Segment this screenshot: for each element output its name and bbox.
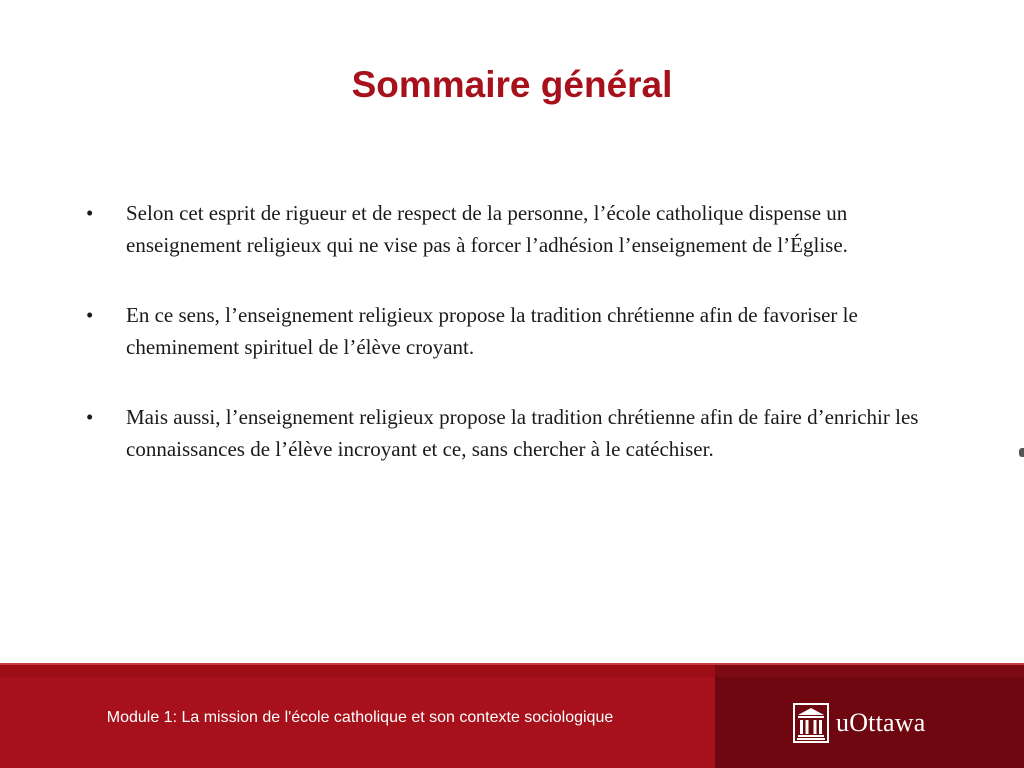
slide-title: Sommaire général [351,64,673,105]
bullet-text: Mais aussi, l’enseignement religieux propose la tradition chrétienne afin de faire d’enrichir les connaissances de l’élève incroyant et ce, sans chercher à le catéchiser. [126,405,919,461]
logo-panel [715,677,1024,768]
bullet-item [86,197,936,261]
bullet-item [86,401,936,465]
uottawa-logo [793,703,925,743]
bullet-text: Selon cet esprit de rigueur et de respect de la personne, l’école catholique dispense un enseignement religieux qui ne vise pas à forcer l’adhésion l’enseignement de l’Église. [126,201,848,257]
logo-panel-top [715,665,1024,677]
bullet-marker: • [86,303,94,327]
bullet-marker: • [86,405,94,429]
footer [0,665,1024,768]
bullet-text: En ce sens, l’enseignement religieux propose la tradition chrétienne afin de favoriser le cheminement spirituel de l’élève croyant. [126,303,858,359]
university-building-icon [793,703,829,743]
logo-text: uOttawa [836,708,926,737]
bullet-list [86,197,936,503]
bullet-marker: • [86,201,94,225]
footer-caption: Module 1: La mission de l'école catholique et son contexte sociologique [106,709,614,726]
bullet-item [86,299,936,363]
edge-mark [1019,448,1024,457]
